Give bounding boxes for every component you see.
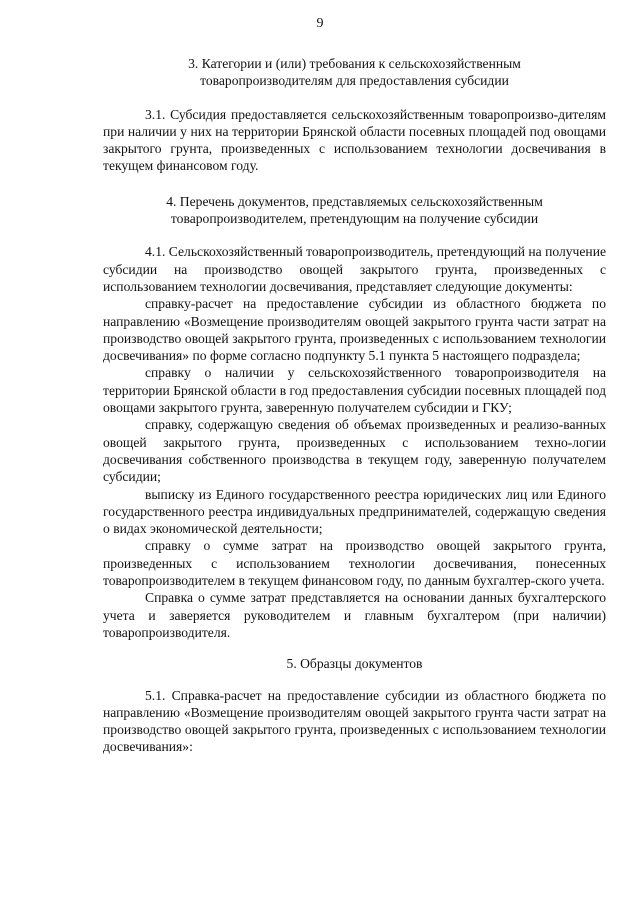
section-4-heading: [103, 193, 606, 228]
paragraph-costs-certificate: справку о сумме затрат на производство овощей закрытого грунта, произведенных с использованием технологии досвечивания, понесенных товаропроизводителем в текущем финансовом году, по данным бухгалтер-ского учета.: [103, 538, 606, 589]
paragraph-registry-extract: выписку из Единого государственного реестра юридических лиц или Единого государственного реестра индивидуальных предпринимателей, содержащую сведения о видах экономической деятельности;: [103, 486, 606, 537]
section-3-heading-line-2: товаропроизводителям для предоставления субсидии: [200, 73, 509, 89]
section-3-heading: [103, 55, 606, 90]
section-5-heading: [103, 655, 606, 672]
paragraph-3-1: 3.1. Субсидия предоставляется сельскохозяйственным товаропроизво-дителям при наличии у них на территории Брянской области посевных площадей под овощами закрытого грунта, произведенных с использованием технологии досвечивания в текущем финансовом году.: [103, 106, 606, 174]
section-4-heading-line-1: 4. Перечень документов, представляемых сельскохозяйственным: [166, 193, 543, 209]
section-5-heading-line-1: 5. Образцы документов: [286, 656, 423, 672]
paragraph-area-certificate: справку о наличии у сельскохозяйственного товаропроизводителя на территории Брянской области в год предоставления субсидии посевных площадей под овощами закрытого грунта, заверенную получателем субсидии и ГКУ;: [103, 365, 606, 416]
document-body: [103, 55, 606, 756]
section-4-heading-line-2: товаропроизводителем, претендующим на получение субсидии: [170, 211, 539, 227]
paragraph-costs-note: Справка о сумме затрат представляется на основании данных бухгалтерского учета и заверяется руководителем и главным бухгалтером (при наличии) товаропроизводителя.: [103, 590, 606, 640]
paragraph-5-1: 5.1. Справка-расчет на предоставление субсидии из областного бюджета по направлению «Возмещение производителям овощей закрытого грунта части затрат на производство овощей закрытого грунта, произведенных с использованием технологии досвечивания»:: [103, 687, 606, 755]
paragraph-calculation-certificate: справку-расчет на предоставление субсидии из областного бюджета по направлению «Возмещение производителям овощей закрытого грунта части затрат на производство овощей закрытого грунта, произведенных с использованием технологии досвечивания» по форме согласно подпункту 5.1 пункта 5 настоящего подраздела;: [103, 296, 606, 364]
page-number: 9: [316, 16, 324, 31]
paragraph-4-1: 4.1. Сельскохозяйственный товаропроизводитель, претендующий на получение субсидии на производство овощей закрытого грунта, произведенных с использованием технологии досвечивания, представляет следующие документы:: [103, 244, 607, 294]
paragraph-volume-certificate: справку, содержащую сведения об объемах произведенных и реализо-ванных овощей закрытого грунта, произведенных с использованием техно-логии досвечивания собственного производства в текущем году, заверенную получателем субсидии;: [103, 417, 606, 485]
section-3-heading-line-1: 3. Категории и (или) требования к сельскохозяйственным: [188, 56, 521, 71]
